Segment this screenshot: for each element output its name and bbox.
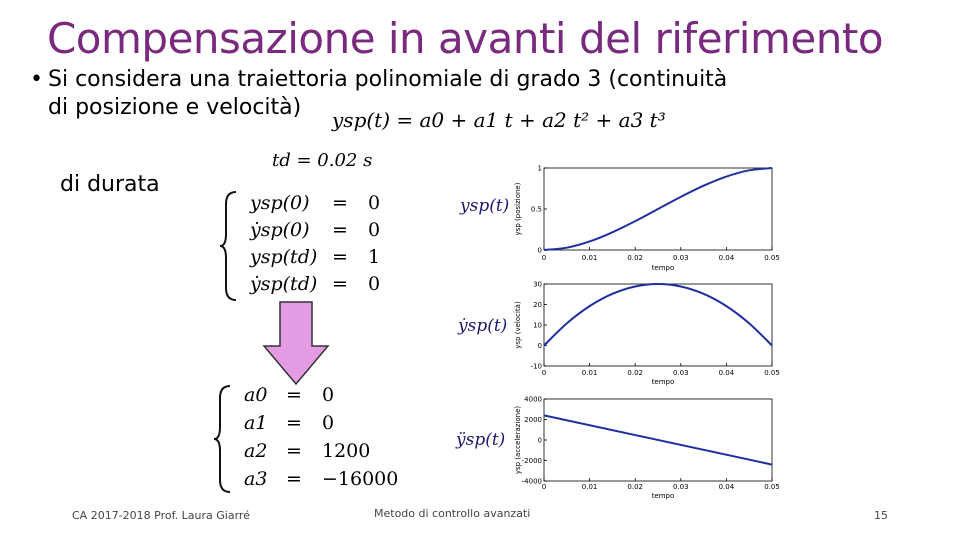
page-number: 15	[874, 509, 888, 522]
x-tick-label: 0.01	[581, 369, 598, 377]
x-axis-label: tempo	[651, 378, 675, 386]
footer-author: CA 2017-2018 Prof. Laura Giarré	[72, 509, 250, 522]
plot-frame	[544, 284, 772, 366]
position-func-label: ysp(t)	[460, 196, 510, 216]
x-tick-label: 0.03	[673, 254, 689, 262]
coef-eq-3: =	[286, 468, 302, 490]
bullet-line-2: di posizione e velocità)	[48, 95, 302, 120]
conditions-brace-icon	[218, 190, 238, 302]
duration-equation: td = 0.02 s	[272, 150, 373, 171]
bullet-line-1: Si considera una traiettoria polinomiale di grado 3 (continuità	[48, 67, 728, 92]
coef-eq-1: =	[286, 412, 302, 434]
x-axis-label: tempo	[651, 264, 675, 272]
x-tick-label: 0.05	[764, 483, 780, 491]
y-tick-label: 0	[537, 436, 542, 445]
velocity-chart	[510, 278, 790, 390]
velocity-func-label: ẏsp(t)	[458, 316, 508, 336]
x-tick-label: 0.02	[627, 483, 643, 491]
x-tick-label: 0	[541, 254, 547, 262]
bullet-text	[30, 66, 727, 94]
x-tick-label: 0.01	[581, 483, 598, 491]
coef-lhs-0: a0	[244, 384, 268, 406]
cond-eq-3: =	[332, 273, 348, 295]
durata-label: di durata	[60, 172, 160, 197]
y-axis-label: ysp (accelerazione)	[514, 405, 522, 475]
cond-eq-0: =	[332, 192, 348, 214]
coef-rhs-3: −16000	[322, 468, 399, 490]
y-tick-label: 0	[537, 342, 542, 350]
coef-lhs-1: a1	[244, 412, 268, 434]
series-line	[544, 415, 772, 464]
coef-rhs-1: 0	[322, 412, 335, 434]
position-chart	[510, 158, 790, 276]
x-tick-label: 0.03	[673, 369, 689, 377]
x-tick-label: 0	[541, 369, 547, 377]
cond-rhs-1: 0	[368, 219, 381, 241]
cond-rhs-3: 0	[368, 273, 381, 295]
y-tick-label: -10	[530, 362, 542, 371]
x-axis-label: tempo	[651, 492, 675, 500]
x-tick-label: 0.01	[581, 254, 598, 262]
series-line	[544, 168, 772, 250]
y-tick-label: 1	[537, 164, 542, 173]
down-arrow-icon	[262, 300, 330, 386]
footer-course: Metodo di controllo avanzati	[374, 507, 531, 520]
x-tick-label: 0.05	[764, 369, 780, 377]
x-tick-label: 0.05	[764, 254, 780, 262]
cond-rhs-2: 1	[368, 246, 381, 268]
coef-eq-0: =	[286, 384, 302, 406]
y-tick-label: 10	[533, 321, 542, 330]
x-tick-label: 0.02	[627, 369, 643, 377]
x-tick-label: 0	[541, 483, 547, 491]
coefficients-brace-icon	[212, 384, 232, 494]
cond-rhs-0: 0	[368, 192, 381, 214]
coef-rhs-0: 0	[322, 384, 335, 406]
bullet-dot-icon: •	[30, 67, 43, 92]
cond-lhs-0: ysp(0)	[250, 192, 310, 214]
x-tick-label: 0.04	[718, 483, 735, 491]
x-tick-label: 0.04	[718, 254, 735, 262]
acceleration-func-label: ÿsp(t)	[456, 430, 506, 450]
cond-eq-2: =	[332, 246, 348, 268]
y-tick-label: 0	[537, 246, 542, 255]
y-tick-label: 4000	[524, 395, 542, 404]
y-tick-label: -2000	[521, 457, 542, 465]
cond-lhs-3: ẏsp(td)	[250, 273, 318, 295]
y-tick-label: 30	[533, 280, 542, 289]
polynomial-equation: ysp(t) = a0 + a1 t + a2 t² + a3 t³	[332, 108, 666, 132]
acceleration-chart	[510, 393, 790, 503]
cond-lhs-2: ysp(td)	[250, 246, 318, 268]
y-tick-label: 2000	[524, 416, 542, 424]
y-axis-label: ysp (velocità)	[514, 301, 522, 349]
coef-rhs-2: 1200	[322, 440, 371, 462]
series-line	[544, 284, 772, 346]
coef-eq-2: =	[286, 440, 302, 462]
cond-eq-1: =	[332, 219, 348, 241]
x-tick-label: 0.02	[627, 254, 643, 262]
coef-lhs-2: a2	[244, 440, 268, 462]
x-tick-label: 0.03	[673, 483, 689, 491]
x-tick-label: 0.04	[718, 369, 735, 377]
coef-lhs-3: a3	[244, 468, 268, 490]
y-tick-label: 0.5	[530, 205, 542, 214]
y-tick-label: 20	[533, 301, 542, 309]
slide-title: Compensazione in avanti del riferimento	[46, 14, 884, 63]
y-axis-label: ysp (posizione)	[514, 182, 522, 236]
cond-lhs-1: ẏsp(0)	[250, 219, 310, 241]
y-tick-label: -4000	[521, 477, 542, 486]
